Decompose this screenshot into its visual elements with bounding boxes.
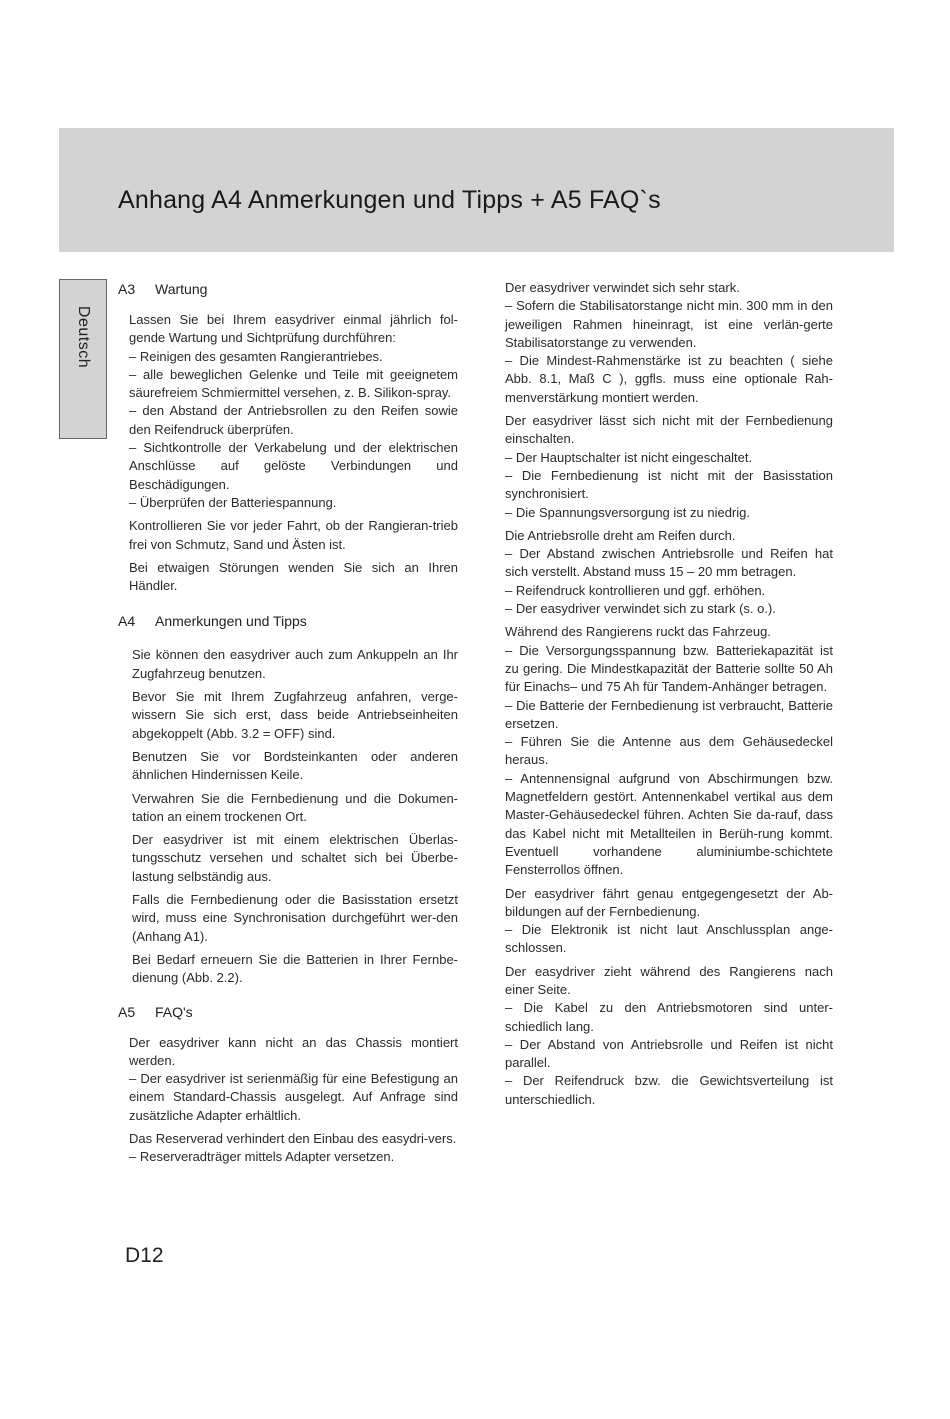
- section-number: A3: [118, 281, 136, 297]
- language-tab-label: Deutsch: [75, 305, 92, 369]
- paragraph: – Der easydriver ist serienmäßig für eine Befestigung an einem Standard-Chassis ausgelegt. Auf Anfrage sind zusätzliche Adapter erhältlich.: [129, 1071, 458, 1123]
- paragraph: – Sofern die Stabilisatorstange nicht min. 300 mm in den jeweiligen Rahmen hineinragt, ist eine verlän-gerte Stabilisatorstange zu verwenden.: [505, 298, 833, 350]
- paragraph: – Die Elektronik ist nicht laut Anschlussplan ange-schlossen.: [505, 922, 833, 956]
- paragraph: Sie können den easydriver auch zum Ankuppeln an Ihr Zugfahrzeug benutzen.: [132, 647, 458, 681]
- paragraph: – Die Kabel zu den Antriebsmotoren sind unter-schiedlich lang.: [505, 1000, 833, 1034]
- paragraph: – Antennensignal aufgrund von Abschirmungen bzw. Magnetfeldern gestört. Antennenkabel vertikal aus dem Master-Gehäusedeckel führen. Achten Sie da-rauf, dass das Kabel nicht mit Metallteilen in Berüh-rung kommt. Eventuell vorhandene aluminiumbe-schichtete Fensterrollos öffnen.: [505, 770, 833, 878]
- section-heading-a5: [118, 1002, 458, 1022]
- section-heading-a3: [118, 279, 458, 299]
- paragraph: – Der Reifendruck bzw. die Gewichtsverteilung ist unterschiedlich.: [505, 1073, 833, 1107]
- section-title: Anmerkungen und Tipps: [155, 613, 307, 630]
- paragraph: Das Reserverad verhindert den Einbau des easydri-vers.: [129, 1130, 457, 1146]
- paragraph: Bei etwaigen Störungen wenden Sie sich an Ihren Händler.: [129, 559, 458, 594]
- paragraph: – alle beweglichen Gelenke und Teile mit geeignetem säurefreiem Schmiermittel versehen, z. B. Silikon-spray.: [129, 366, 458, 401]
- paragraph: Der easydriver fährt genau entgegengesetzt der Ab-bildungen auf der Fernbedienung.: [505, 885, 833, 919]
- section-number: A4: [118, 613, 136, 630]
- paragraph: Benutzen Sie vor Bordsteinkanten oder anderen ähnlichen Hindernissen Keile.: [132, 748, 458, 783]
- paragraph: – Führen Sie die Antenne aus dem Gehäusedeckel heraus.: [505, 734, 833, 768]
- page-number: D12: [125, 1244, 164, 1267]
- paragraph: – Der Abstand zwischen Antriebsrolle und Reifen hat sich verstellt. Abstand muss 15 – 20 mm betragen.: [505, 546, 833, 580]
- paragraph: – Die Spannungsversorgung ist zu niedrig.: [505, 504, 750, 520]
- paragraph: Kontrollieren Sie vor jeder Fahrt, ob der Rangieran-trieb frei von Schmutz, Sand und Ästen ist.: [129, 518, 458, 552]
- paragraph: Der easydriver lässt sich nicht mit der Fernbedienung einschalten.: [505, 413, 833, 447]
- paragraph: – Die Fernbedienung ist nicht mit der Basisstation synchronisiert.: [505, 467, 833, 502]
- paragraph: – Der Abstand von Antriebsrolle und Reifen ist nicht parallel.: [505, 1036, 833, 1071]
- paragraph: Falls die Fernbedienung oder die Basisstation ersetzt wird, muss eine Synchronisation durchgeführt wer-den (Anhang A1).: [132, 892, 458, 944]
- paragraph: – Überprüfen der Batteriespannung.: [129, 494, 337, 510]
- paragraph: – Reserveradträger mittels Adapter versetzen.: [129, 1149, 395, 1165]
- paragraph: – den Abstand der Antriebsrollen zu den Reifen sowie den Reifendruck überprüfen.: [129, 403, 458, 437]
- paragraph: Der easydriver verwindet sich sehr stark.: [505, 280, 740, 295]
- section-title: FAQ's: [155, 1003, 193, 1020]
- paragraph: Der easydriver zieht während des Rangierens nach einer Seite.: [505, 963, 833, 997]
- paragraph: – Reinigen des gesamten Rangierantriebes.: [129, 348, 383, 364]
- paragraph: – Sichtkontrolle der Verkabelung und der elektrischen Anschlüsse auf gelöste Verbindungen und Beschädigungen.: [129, 440, 458, 492]
- paragraph: Verwahren Sie die Fernbedienung und die Dokumen-tation an einem trockenen Ort.: [132, 790, 458, 824]
- paragraph: – Die Versorgungsspannung bzw. Batteriekapazität ist zu gering. Die Mindestkapazität der Batterie sollte 50 Ah für Einachs– und 75 Ah für Tandem-Anhänger betragen.: [505, 642, 833, 695]
- paragraph: Während des Rangierens ruckt das Fahrzeug.: [505, 624, 771, 640]
- paragraph: Lassen Sie bei Ihrem easydriver einmal jährlich fol-gende Wartung und Sichtprüfung durchführen:: [129, 312, 458, 346]
- paragraph: Bei Bedarf erneuern Sie die Batterien in Ihrer Fernbe-dienung (Abb. 2.2).: [132, 951, 458, 986]
- paragraph: – Der Hauptschalter ist nicht eingeschaltet.: [505, 449, 753, 465]
- language-tab: [59, 279, 107, 439]
- section-heading-a4: [118, 611, 458, 631]
- paragraph: – Reifendruck kontrollieren und ggf. erhöhen.: [505, 582, 766, 598]
- paragraph: Bevor Sie mit Ihrem Zugfahrzeug anfahren, verge-wissern Sie sich erst, dass beide Antriebseinheiten abgekoppelt (Abb. 3.2 = OFF) sind.: [132, 689, 458, 741]
- paragraph: – Die Mindest-Rahmenstärke ist zu beachten ( siehe Abb. 8.1, Maß C ), ggfls. muss eine optionale Rah-menverstärkung montiert werden.: [505, 353, 833, 405]
- paragraph: Der easydriver kann nicht an das Chassis montiert werden.: [129, 1034, 458, 1068]
- left-column: [118, 279, 458, 1167]
- paragraph: – Der easydriver verwindet sich zu stark (s. o.).: [505, 601, 776, 617]
- section-title: Wartung: [155, 281, 208, 297]
- paragraph: Der easydriver ist mit einem elektrischen Überlas-tungsschutz versehen und schaltet sich bei Überbe-lastung selbständig aus.: [132, 832, 458, 884]
- paragraph: Die Antriebsrolle dreht am Reifen durch.: [505, 527, 736, 543]
- page-title: Anhang A4 Anmerkungen und Tipps + A5 FAQ`s: [118, 186, 661, 214]
- section-number: A5: [118, 1003, 136, 1020]
- paragraph: – Die Batterie der Fernbedienung ist verbraucht, Batterie ersetzen.: [505, 697, 833, 731]
- right-column: [505, 279, 833, 1109]
